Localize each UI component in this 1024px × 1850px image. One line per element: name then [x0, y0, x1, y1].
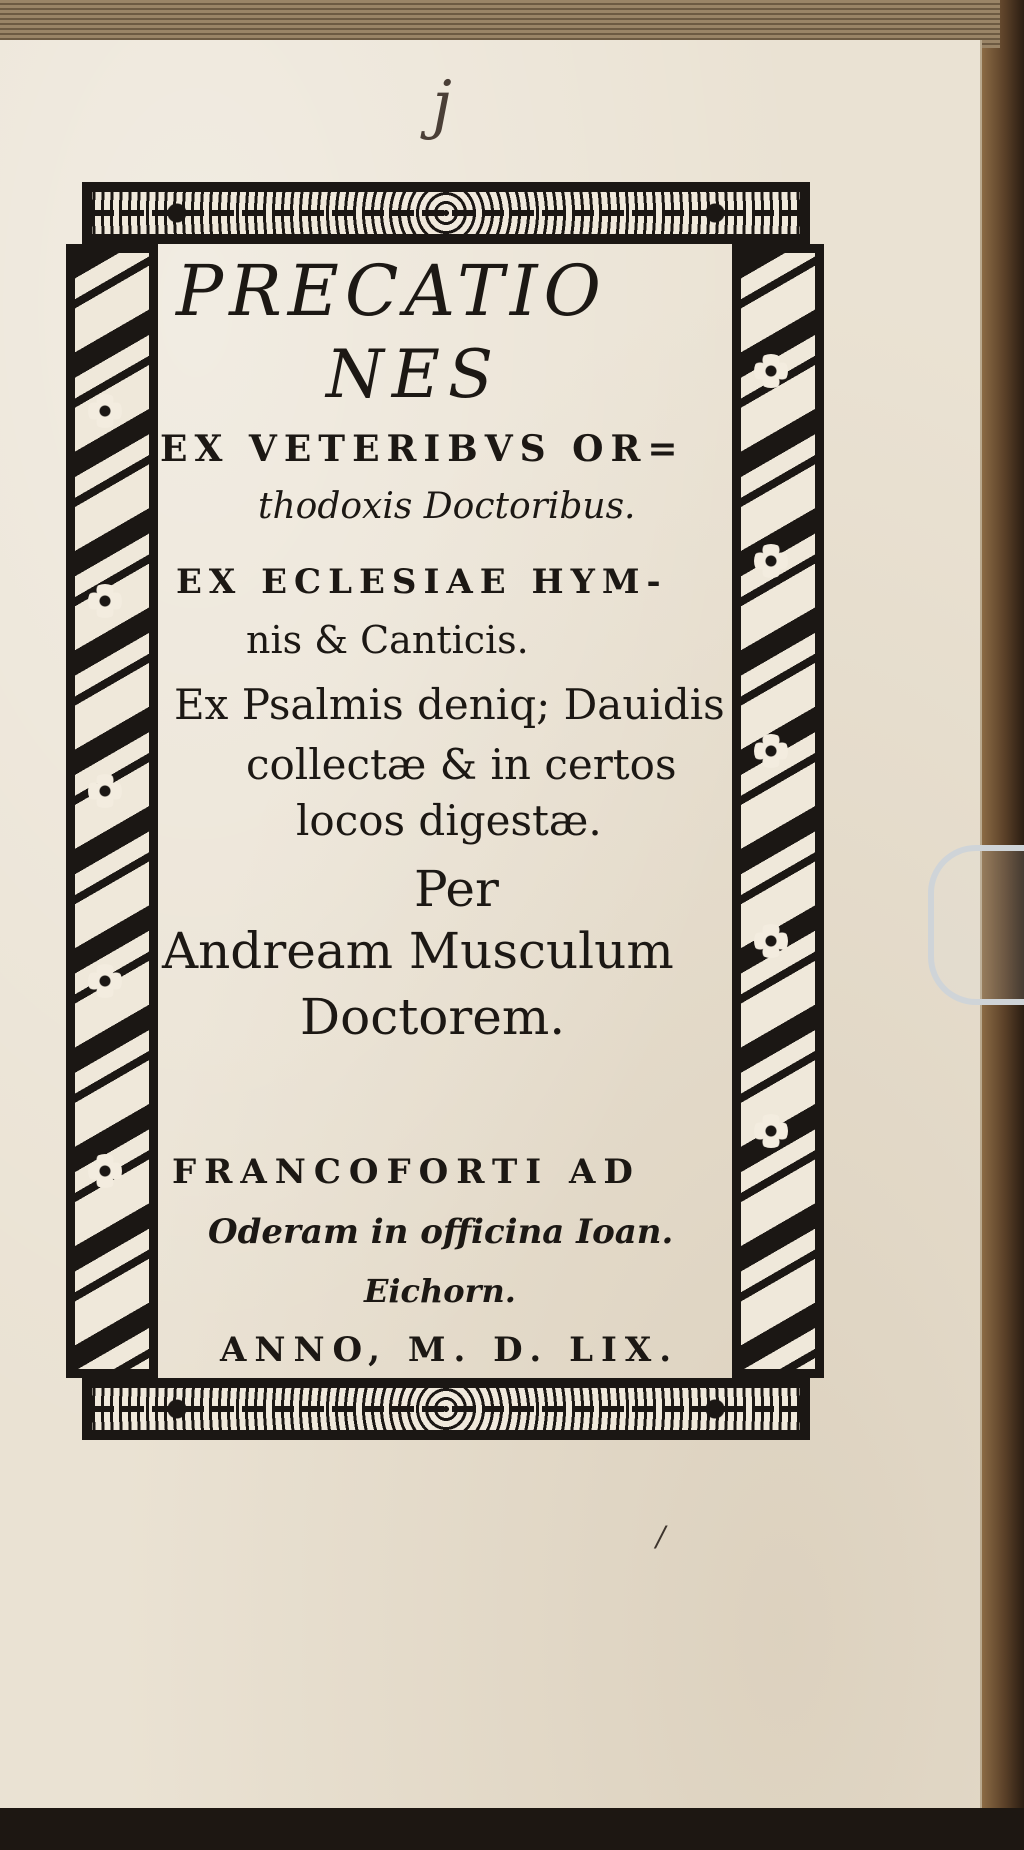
background-shadow [0, 1808, 1024, 1850]
flower-ornament [754, 354, 788, 388]
page-clip [928, 845, 1024, 1005]
title-line-1: PRECATIO [176, 250, 607, 332]
author-line-2: Andream Musculum [162, 922, 674, 980]
subtitle-line-4: nis & Canticis. [246, 618, 529, 662]
title-line-2: NES [326, 336, 502, 413]
flower-ornament [754, 544, 788, 578]
subtitle-line-6: collectæ & in certos [246, 740, 677, 789]
ornament-band-top [82, 182, 810, 244]
handwritten-mark-bottom: / [656, 1520, 666, 1553]
subtitle-line-5: Ex Psalmis deniq; Dauidis [174, 680, 725, 729]
flower-ornament [754, 734, 788, 768]
twisted-column-right [732, 244, 824, 1378]
flower-ornament [88, 1154, 122, 1188]
twisted-column-left [66, 244, 158, 1378]
flower-ornament [754, 924, 788, 958]
handwritten-mark-top: j [432, 68, 452, 142]
subtitle-line-3: EX ECLESIAE HYM- [176, 562, 668, 602]
subtitle-line-1: EX VETERIBVS OR= [160, 428, 685, 470]
flower-ornament [754, 1114, 788, 1148]
author-line-1: Per [414, 860, 499, 918]
subtitle-line-7: locos digestæ. [296, 796, 602, 845]
flower-ornament [88, 584, 122, 618]
imprint-line-2: Oderam in officina Ioan. [208, 1212, 674, 1252]
flower-ornament [88, 774, 122, 808]
ornament-band-bottom [82, 1378, 810, 1440]
date-line: ANNO, M. D. LIX. [220, 1330, 680, 1370]
imprint-line-1: FRANCOFORTI AD [172, 1152, 641, 1192]
flower-ornament [88, 964, 122, 998]
imprint-line-3: Eichorn. [364, 1272, 516, 1310]
flower-ornament [88, 394, 122, 428]
author-line-3: Doctorem. [300, 988, 566, 1046]
subtitle-line-2: thodoxis Doctoribus. [258, 486, 636, 527]
